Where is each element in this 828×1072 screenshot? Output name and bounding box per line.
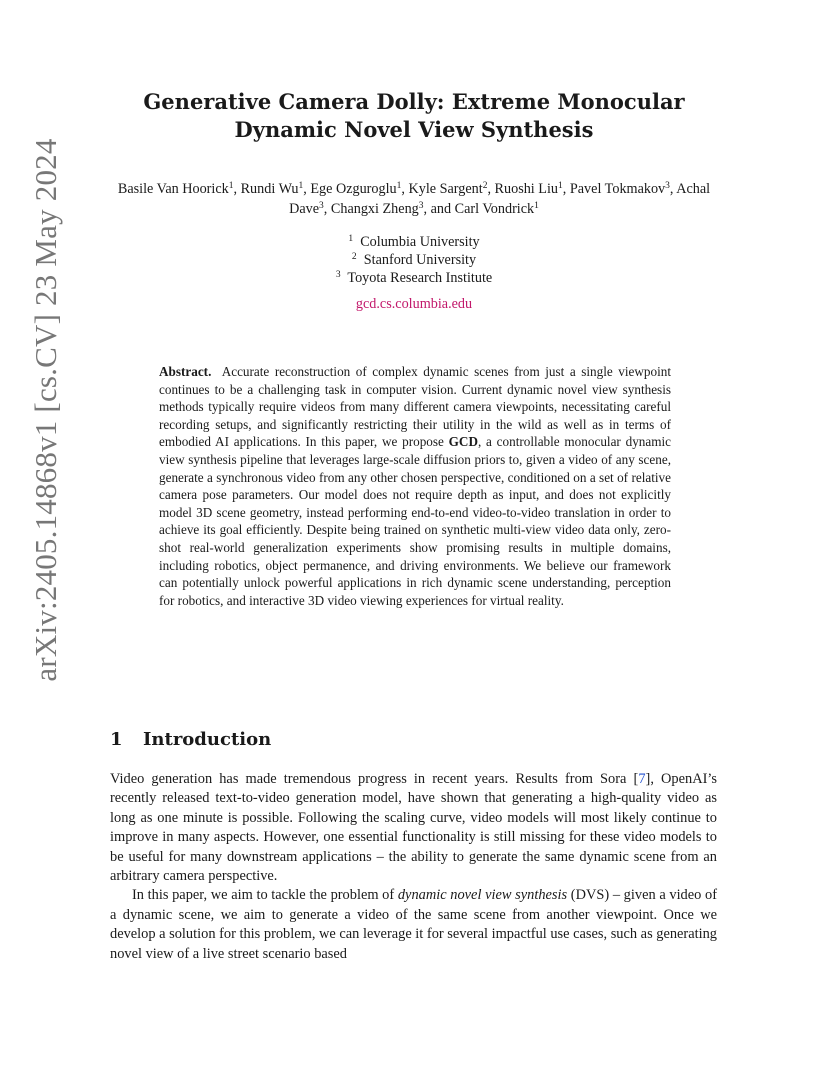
method-name: GCD [448, 434, 478, 450]
paragraph: In this paper, we aim to tackle the problem of dynamic novel view synthesis (DVS) – given a video of a dynamic scene, we aim to generate a video of the same scene from another viewpoint. Once we develop a solution for this problem, we can leverage it for several impactful use cases, such as generating novel view of a live street scenario based [110, 887, 717, 962]
author: Basile Van Hoorick$^1$, [117, 181, 238, 197]
author: Changxi Zheng$^3$, [330, 201, 428, 217]
abstract-label: Abstract. [159, 364, 212, 379]
affiliation: $^1$ Columbia University [348, 234, 480, 250]
citation-link[interactable]: 7 [638, 771, 646, 787]
affiliation-list [110, 233, 718, 287]
affiliation: $^3$ Toyota Research Institute [335, 270, 493, 286]
author: Carl Vondrick$^1$ [454, 201, 539, 217]
author: Ege Ozguroglu$^1$, [310, 181, 405, 197]
author: Pavel Tokmakov$^3$, [569, 181, 674, 197]
paper-title [110, 88, 718, 144]
author: Rundi Wu$^1$, [240, 181, 307, 197]
author-list [110, 179, 718, 219]
author-conjunction: and [430, 201, 452, 217]
title-line-1: Generative Camera Dolly: Extreme Monocular [143, 89, 685, 114]
section-title: Introduction [143, 729, 272, 750]
abstract-text: Accurate reconstruction of complex dynamic scenes from just a single viewpoint continues to be a challenging task in computer vision. Current dynamic novel view synthesis methods typically require videos from many different camera viewpoints, necessitating careful recording setups, and significantly restricting their utility in the wild as well as in terms of embodied AI applications. In this paper, we propose [159, 364, 671, 450]
author: Ruoshi Liu$^1$, [494, 181, 567, 197]
author: Kyle Sargent$^2$, [408, 181, 491, 197]
title-line-2: Dynamic Novel View Synthesis [234, 117, 594, 142]
arxiv-identifier: arXiv:2405.14868v1 [cs.CV] 23 May 2024 [28, 138, 63, 682]
paragraph: Video generation has made tremendous progress in recent years. Results from Sora [7], OpenAI’s recently released text-to-video generation model, have shown that generating a high-quality video as long as one minute is possible. Following the scaling curve, video models will most likely continue to improve in many aspects. However, one essential functionality is still missing for these video models to be useful for many downstream applications – the ability to generate the same dynamic scene from an arbitrary camera perspective. [110, 771, 717, 885]
abstract [159, 363, 671, 609]
emphasized-term: dynamic novel view synthesis [397, 887, 568, 904]
project-url-link[interactable]: gcd.cs.columbia.edu [355, 296, 473, 312]
affiliation: $^2$ Stanford University [351, 252, 477, 268]
author: Achal Dave$^3$, [289, 181, 711, 217]
abstract-text: , a controllable monocular dynamic view synthesis pipeline that leverages large-scale diffusion priors to, given a video of any scene, generate a synchronous video from any other chosen perspective, conditioned on a set of relative camera pose parameters. Our model does not require depth as input, and does not explicitly model 3D scene geometry, instead performing end-to-end video-to-video translation in order to achieve its goal efficiently. Despite being trained on synthetic multi-view video data only, zero-shot real-world generalization experiments show promising results in multiple domains, including robotics, object permanence, and driving environments. We believe our framework can potentially unlock powerful applications in rich dynamic scene understanding, perception for robotics, and interactive 3D video viewing experiences for virtual reality. [159, 434, 672, 608]
section-number: 1 [110, 729, 123, 750]
body-text [110, 770, 717, 964]
section-heading [110, 729, 271, 750]
